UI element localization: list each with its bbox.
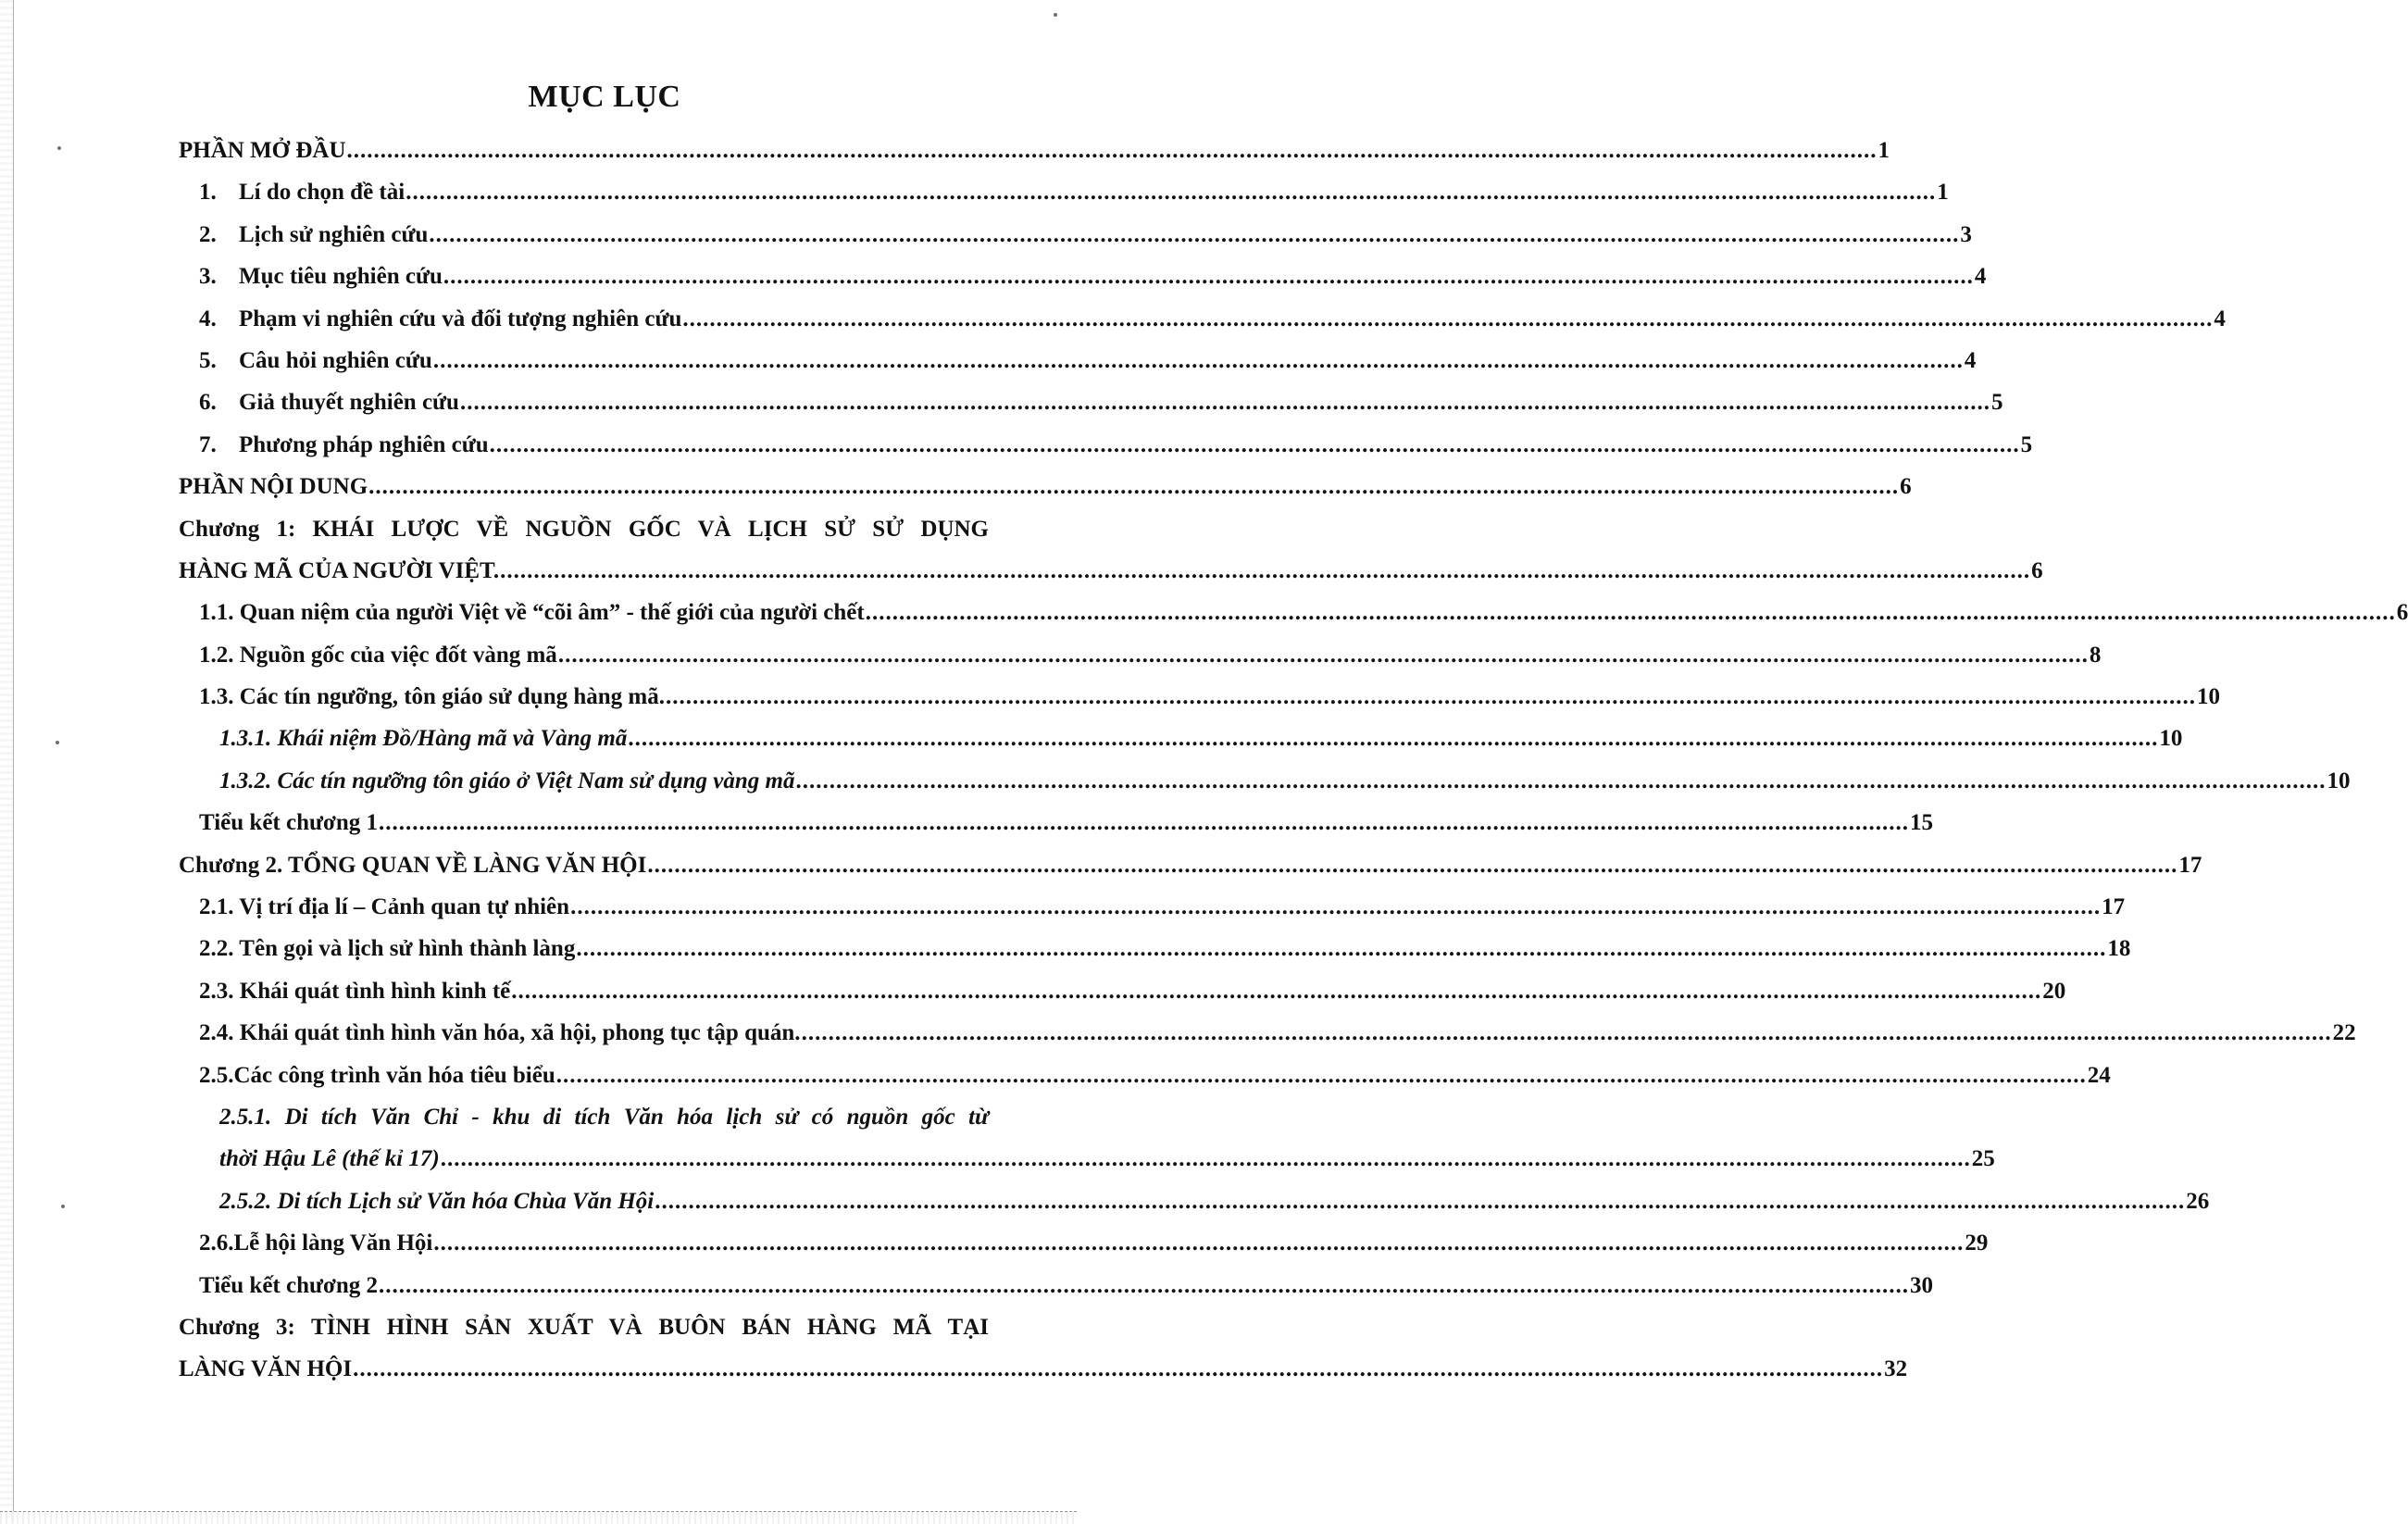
toc-entry-label: LÀNG VĂN HỘI: [179, 1356, 353, 1382]
dot-leader: [433, 1222, 1964, 1264]
dot-leader: [500, 550, 2030, 592]
toc-entry-label: thời Hậu Lê (thế kỉ 17): [219, 1146, 440, 1172]
toc-entry[interactable]: [179, 130, 1890, 171]
dot-leader: [460, 381, 1990, 423]
toc-entry-label: Phương pháp nghiên cứu: [239, 431, 489, 457]
toc-entry-number: 5.: [199, 347, 217, 373]
dot-leader: [866, 592, 2396, 633]
toc-page-number: 5: [1990, 390, 2003, 416]
toc-entry[interactable]: [179, 970, 2066, 1012]
toc-entry-label: Giả thuyết nghiên cứu: [239, 390, 459, 416]
toc-entry-label: 1.3.2. Các tín ngưỡng tôn giáo ở Việt Nam sử dụng vàng mã: [219, 768, 795, 793]
toc-entry[interactable]: [179, 1180, 2210, 1222]
toc-entry-label: Lí do chọn đề tài: [239, 180, 405, 206]
toc-entry[interactable]: [179, 928, 2131, 969]
toc-entry[interactable]: [179, 802, 1933, 843]
toc-entry[interactable]: [179, 1348, 1908, 1390]
toc-page-number: 20: [2042, 978, 2066, 1004]
toc-entry[interactable]: [179, 634, 2102, 676]
toc-entry[interactable]: [179, 214, 1972, 256]
toc-page-number: 15: [1910, 810, 1933, 836]
dot-leader: [441, 1138, 1971, 1180]
scan-speck: [61, 1205, 65, 1208]
toc-entry-number: 4.: [199, 306, 217, 331]
toc-entry-label: 2.1. Vị trí địa lí – Cảnh quan tự nhiên: [199, 894, 570, 920]
toc-entry-label: 2.5.Các công trình văn hóa tiêu biểu: [199, 1062, 555, 1088]
toc-page-number: 10: [2196, 684, 2220, 710]
dot-leader: [405, 171, 1936, 213]
toc-entry-number: 7.: [199, 431, 217, 457]
toc-page-number: 4: [1974, 264, 1987, 290]
dot-leader: [433, 340, 1964, 381]
toc-entry-label: Câu hỏi nghiên cứu: [239, 347, 432, 373]
toc-page-number: 6: [2031, 557, 2043, 583]
toc-entry[interactable]: [179, 381, 2003, 423]
toc-entry-label: 2.4. Khái quát tình hình văn hóa, xã hội, phong tục tập quán.: [199, 1020, 801, 1046]
dot-leader: [576, 928, 2106, 969]
dot-leader: [347, 130, 1878, 171]
toc-entry[interactable]: [179, 1138, 1995, 1180]
dot-leader: [570, 886, 2101, 928]
dot-leader: [379, 1265, 1909, 1306]
toc-entry[interactable]: [179, 424, 2033, 466]
toc-entry-label: 2.6.Lễ hội làng Văn Hội: [199, 1230, 433, 1256]
toc-entry-label: Tiểu kết chương 2: [199, 1272, 378, 1298]
toc-entry[interactable]: [179, 760, 2351, 802]
toc-entry[interactable]: [179, 466, 1912, 507]
toc-entry-number: 3.: [199, 264, 217, 290]
dot-leader: [429, 214, 1959, 256]
toc-entry-wrapped-line[interactable]: Chương 3: TÌNH HÌNH SẢN XUẤT VÀ BUÔN BÁN HÀNG MÃ TẠI: [179, 1314, 989, 1340]
toc-entry[interactable]: [179, 592, 2408, 633]
toc-entry[interactable]: [179, 844, 2202, 886]
toc-entry[interactable]: [179, 550, 2043, 592]
scan-bottom-edge: [0, 1511, 1077, 1524]
dot-leader: [628, 718, 2158, 759]
toc-entry-number: 6.: [199, 390, 217, 416]
toc-page-number: 6: [2396, 600, 2408, 626]
dot-leader: [647, 844, 2177, 886]
dot-leader: [802, 1012, 2332, 1054]
toc-entry-number: 1.: [199, 180, 217, 206]
dot-leader: [353, 1348, 1883, 1390]
toc-entry-label: 1.1. Quan niệm của người Việt về “cõi âm” - thế giới của người chết: [199, 600, 865, 626]
scan-left-edge: [0, 0, 14, 1523]
dot-leader: [490, 424, 2020, 466]
toc-page-number: 22: [2332, 1020, 2356, 1046]
toc-entry[interactable]: [179, 340, 1977, 381]
toc-entry[interactable]: [179, 886, 2126, 928]
toc-page-number: 1: [1878, 138, 1890, 163]
toc-entry-label: HÀNG MÃ CỦA NGƯỜI VIỆT.: [179, 557, 500, 583]
toc-entry-wrapped-line[interactable]: 2.5.1. Di tích Văn Chỉ - khu di tích Văn hóa lịch sử có nguồn gốc từ: [219, 1104, 989, 1130]
toc-page-number: 25: [1971, 1146, 1995, 1172]
dot-leader: [655, 1180, 2185, 1222]
toc-page-number: 26: [2186, 1188, 2210, 1214]
scan-speck: [57, 146, 61, 150]
page-title: MỤC LỤC: [528, 80, 681, 114]
toc-entry-label: Chương 2. TỔNG QUAN VỀ LÀNG VĂN HỘI: [179, 852, 647, 878]
toc-entry-label: 1.3. Các tín ngưỡng, tôn giáo sử dụng hàng mã.: [199, 684, 665, 710]
toc-entry[interactable]: [179, 718, 2183, 759]
toc-entry-label: PHẦN MỞ ĐẦU: [179, 138, 346, 163]
toc-entry[interactable]: [179, 1265, 1933, 1306]
toc-page-number: 5: [2020, 431, 2033, 457]
toc-entry[interactable]: [179, 171, 1949, 213]
toc-entry[interactable]: [179, 1012, 2356, 1054]
dot-leader: [558, 634, 2089, 676]
toc-entry-label: 2.3. Khái quát tình hình kinh tế: [199, 978, 511, 1004]
dot-leader: [443, 256, 1974, 297]
dot-leader: [379, 802, 1909, 843]
scan-speck: [1054, 13, 1057, 17]
toc-entry-label: 1.2. Nguồn gốc của việc đốt vàng mã: [199, 642, 557, 668]
toc-entry[interactable]: [179, 1222, 1989, 1264]
toc-page-number: 18: [2107, 936, 2131, 962]
toc-entry[interactable]: [179, 298, 2226, 340]
toc-entry-label: Tiểu kết chương 1: [199, 810, 378, 836]
dot-leader: [682, 298, 2213, 340]
toc-entry[interactable]: [179, 1055, 2111, 1096]
toc-entry-label: Phạm vi nghiên cứu và đối tượng nghiên cứu: [239, 306, 682, 331]
toc-page-number: 8: [2089, 642, 2102, 668]
toc-page-number: 3: [1960, 221, 1972, 247]
toc-entry-label: 2.2. Tên gọi và lịch sử hình thành làng: [199, 936, 576, 962]
toc-page-number: 4: [1964, 347, 1977, 373]
toc-entry[interactable]: [179, 676, 2220, 718]
scan-speck: [56, 741, 59, 744]
toc-page-number: 4: [2214, 306, 2226, 331]
toc-page-number: 10: [2159, 726, 2183, 752]
toc-page-number: 6: [1900, 474, 1912, 500]
toc-entry-number: 2.: [199, 221, 217, 247]
dot-leader: [556, 1055, 2087, 1096]
toc-entry-label: 1.3.1. Khái niệm Đồ/Hàng mã và Vàng mã: [219, 726, 628, 752]
toc-entry[interactable]: [179, 256, 1987, 297]
toc-entry-label: Mục tiêu nghiên cứu: [239, 264, 443, 290]
dot-leader: [795, 760, 2326, 802]
toc-page-number: 24: [2087, 1062, 2111, 1088]
dot-leader: [666, 676, 2196, 718]
toc-page-number: 17: [2102, 894, 2126, 920]
table-of-contents: [179, 130, 2408, 1391]
toc-page-number: 29: [1965, 1230, 1989, 1256]
toc-page-number: 30: [1910, 1272, 1933, 1298]
dot-leader: [511, 970, 2041, 1012]
toc-page-number: 32: [1884, 1356, 1908, 1382]
toc-entry-label: PHẦN NỘI DUNG: [179, 474, 368, 500]
toc-entry-label: Lịch sử nghiên cứu: [239, 221, 429, 247]
dot-leader: [368, 466, 1899, 507]
toc-page-number: 17: [2178, 852, 2202, 878]
toc-page-number: 1: [1937, 180, 1949, 206]
toc-entry-wrapped-line[interactable]: Chương 1: KHÁI LƯỢC VỀ NGUỒN GỐC VÀ LỊCH SỬ SỬ DỤNG: [179, 516, 989, 542]
toc-page-number: 10: [2327, 768, 2351, 793]
toc-entry-label: 2.5.2. Di tích Lịch sử Văn hóa Chùa Văn Hội: [219, 1188, 655, 1214]
